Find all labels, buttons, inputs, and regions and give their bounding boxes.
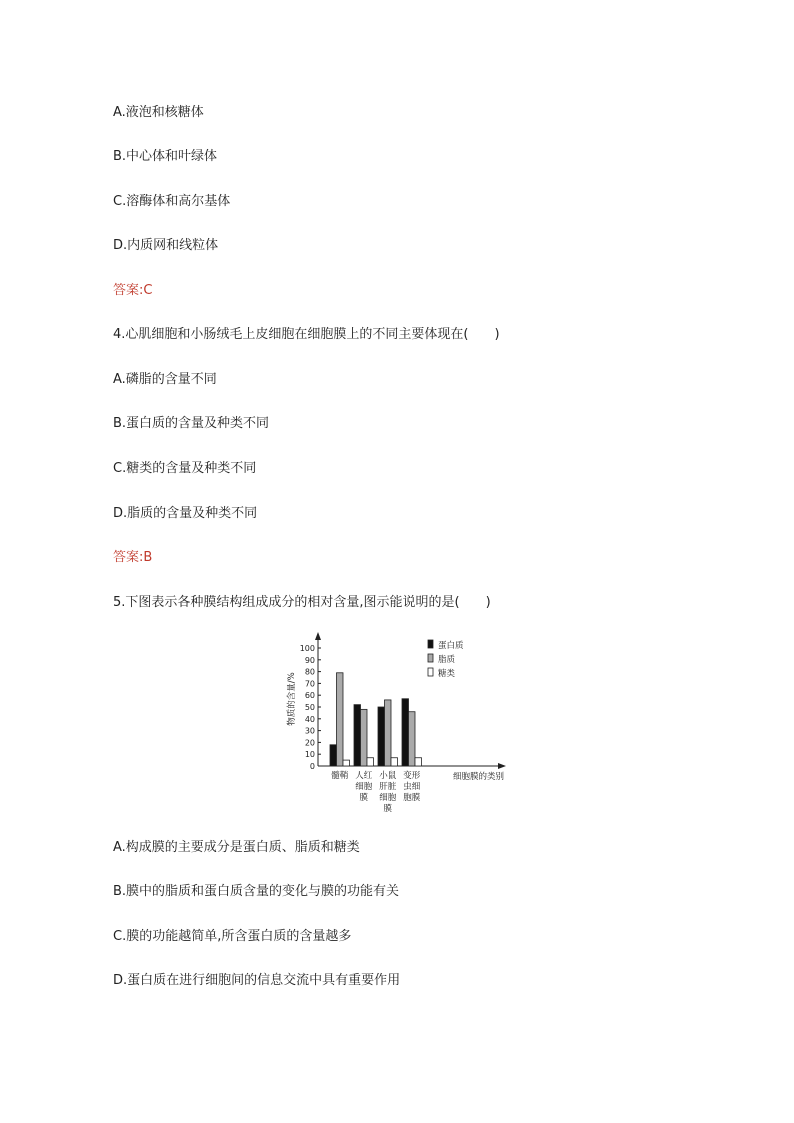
category-label: 小鼠	[379, 771, 397, 781]
bar-蛋白质	[378, 707, 385, 766]
y-tick-label: 60	[304, 691, 315, 701]
q4-answer: 答案:B	[113, 550, 153, 565]
category-label: 虫细	[403, 782, 421, 792]
bar-脂质	[337, 673, 344, 766]
category-label: 人红	[355, 771, 373, 781]
q4-stem: 4.心肌细胞和小肠绒毛上皮细胞在细胞膜上的不同主要体现在( )	[113, 327, 500, 342]
y-tick-label: 0	[309, 762, 315, 771]
q5-option-a: A.构成膜的主要成分是蛋白质、脂质和糖类	[113, 840, 360, 855]
legend-swatch-蛋白质	[428, 640, 433, 648]
bar-脂质	[385, 700, 392, 766]
q3-option-b: B.中心体和叶绿体	[113, 149, 218, 164]
legend-label-蛋白质: 蛋白质	[438, 641, 464, 651]
x-axis-arrow	[498, 763, 506, 769]
bar-糖类	[415, 758, 422, 766]
q4-option-c: C.糖类的含量及种类不同	[113, 461, 257, 476]
q5-stem: 5.下图表示各种膜结构组成成分的相对含量,图示能说明的是( )	[113, 595, 491, 610]
y-tick-label: 10	[304, 750, 315, 760]
legend-label-糖类: 糖类	[438, 669, 456, 679]
category-label: 细胞	[379, 793, 397, 803]
y-tick-label: 80	[304, 667, 315, 677]
y-axis-label: 物质的含量/%	[287, 672, 297, 726]
bar-糖类	[391, 758, 398, 766]
bar-糖类	[367, 758, 374, 766]
y-axis-arrow	[315, 632, 321, 640]
y-tick-label: 20	[304, 738, 315, 748]
category-label: 膜	[383, 804, 393, 814]
category-label: 细胞	[355, 782, 373, 792]
q5-option-c: C.膜的功能越简单,所含蛋白质的含量越多	[113, 929, 352, 944]
q4-option-d: D.脂质的含量及种类不同	[113, 506, 258, 521]
y-tick-label: 90	[304, 655, 315, 665]
q3-answer: 答案:C	[113, 283, 153, 298]
q3-option-d: D.内质网和线粒体	[113, 238, 219, 253]
bar-蛋白质	[330, 745, 337, 766]
q4-option-b: B.蛋白质的含量及种类不同	[113, 416, 270, 431]
category-label: 膜	[359, 793, 369, 803]
x-axis-label: 细胞膜的类别	[452, 772, 504, 782]
q4-option-a: A.磷脂的含量不同	[113, 372, 217, 387]
legend-swatch-糖类	[428, 668, 433, 676]
legend-label-脂质: 脂质	[438, 655, 456, 665]
legend-swatch-脂质	[428, 654, 433, 662]
bar-脂质	[409, 712, 416, 766]
bar-糖类	[343, 760, 350, 766]
q5-option-d: D.蛋白质在进行细胞间的信息交流中具有重要作用	[113, 973, 401, 988]
bar-蛋白质	[354, 705, 361, 766]
q3-option-a: A.液泡和核糖体	[113, 105, 204, 120]
category-label: 变形	[403, 771, 421, 781]
y-tick-label: 70	[304, 679, 315, 689]
category-label: 肝脏	[379, 782, 397, 792]
y-tick-label: 50	[304, 703, 315, 712]
y-tick-label: 40	[304, 714, 315, 724]
q5-option-b: B.膜中的脂质和蛋白质含量的变化与膜的功能有关	[113, 884, 400, 899]
category-label: 胞膜	[403, 793, 421, 803]
y-tick-label: 100	[299, 644, 315, 653]
bar-蛋白质	[402, 699, 409, 766]
category-label: 髓鞘	[331, 771, 349, 781]
y-tick-label: 30	[304, 726, 315, 736]
bar-脂质	[361, 709, 368, 766]
q3-option-c: C.溶酶体和高尔基体	[113, 194, 231, 209]
membrane-composition-chart	[280, 628, 520, 823]
